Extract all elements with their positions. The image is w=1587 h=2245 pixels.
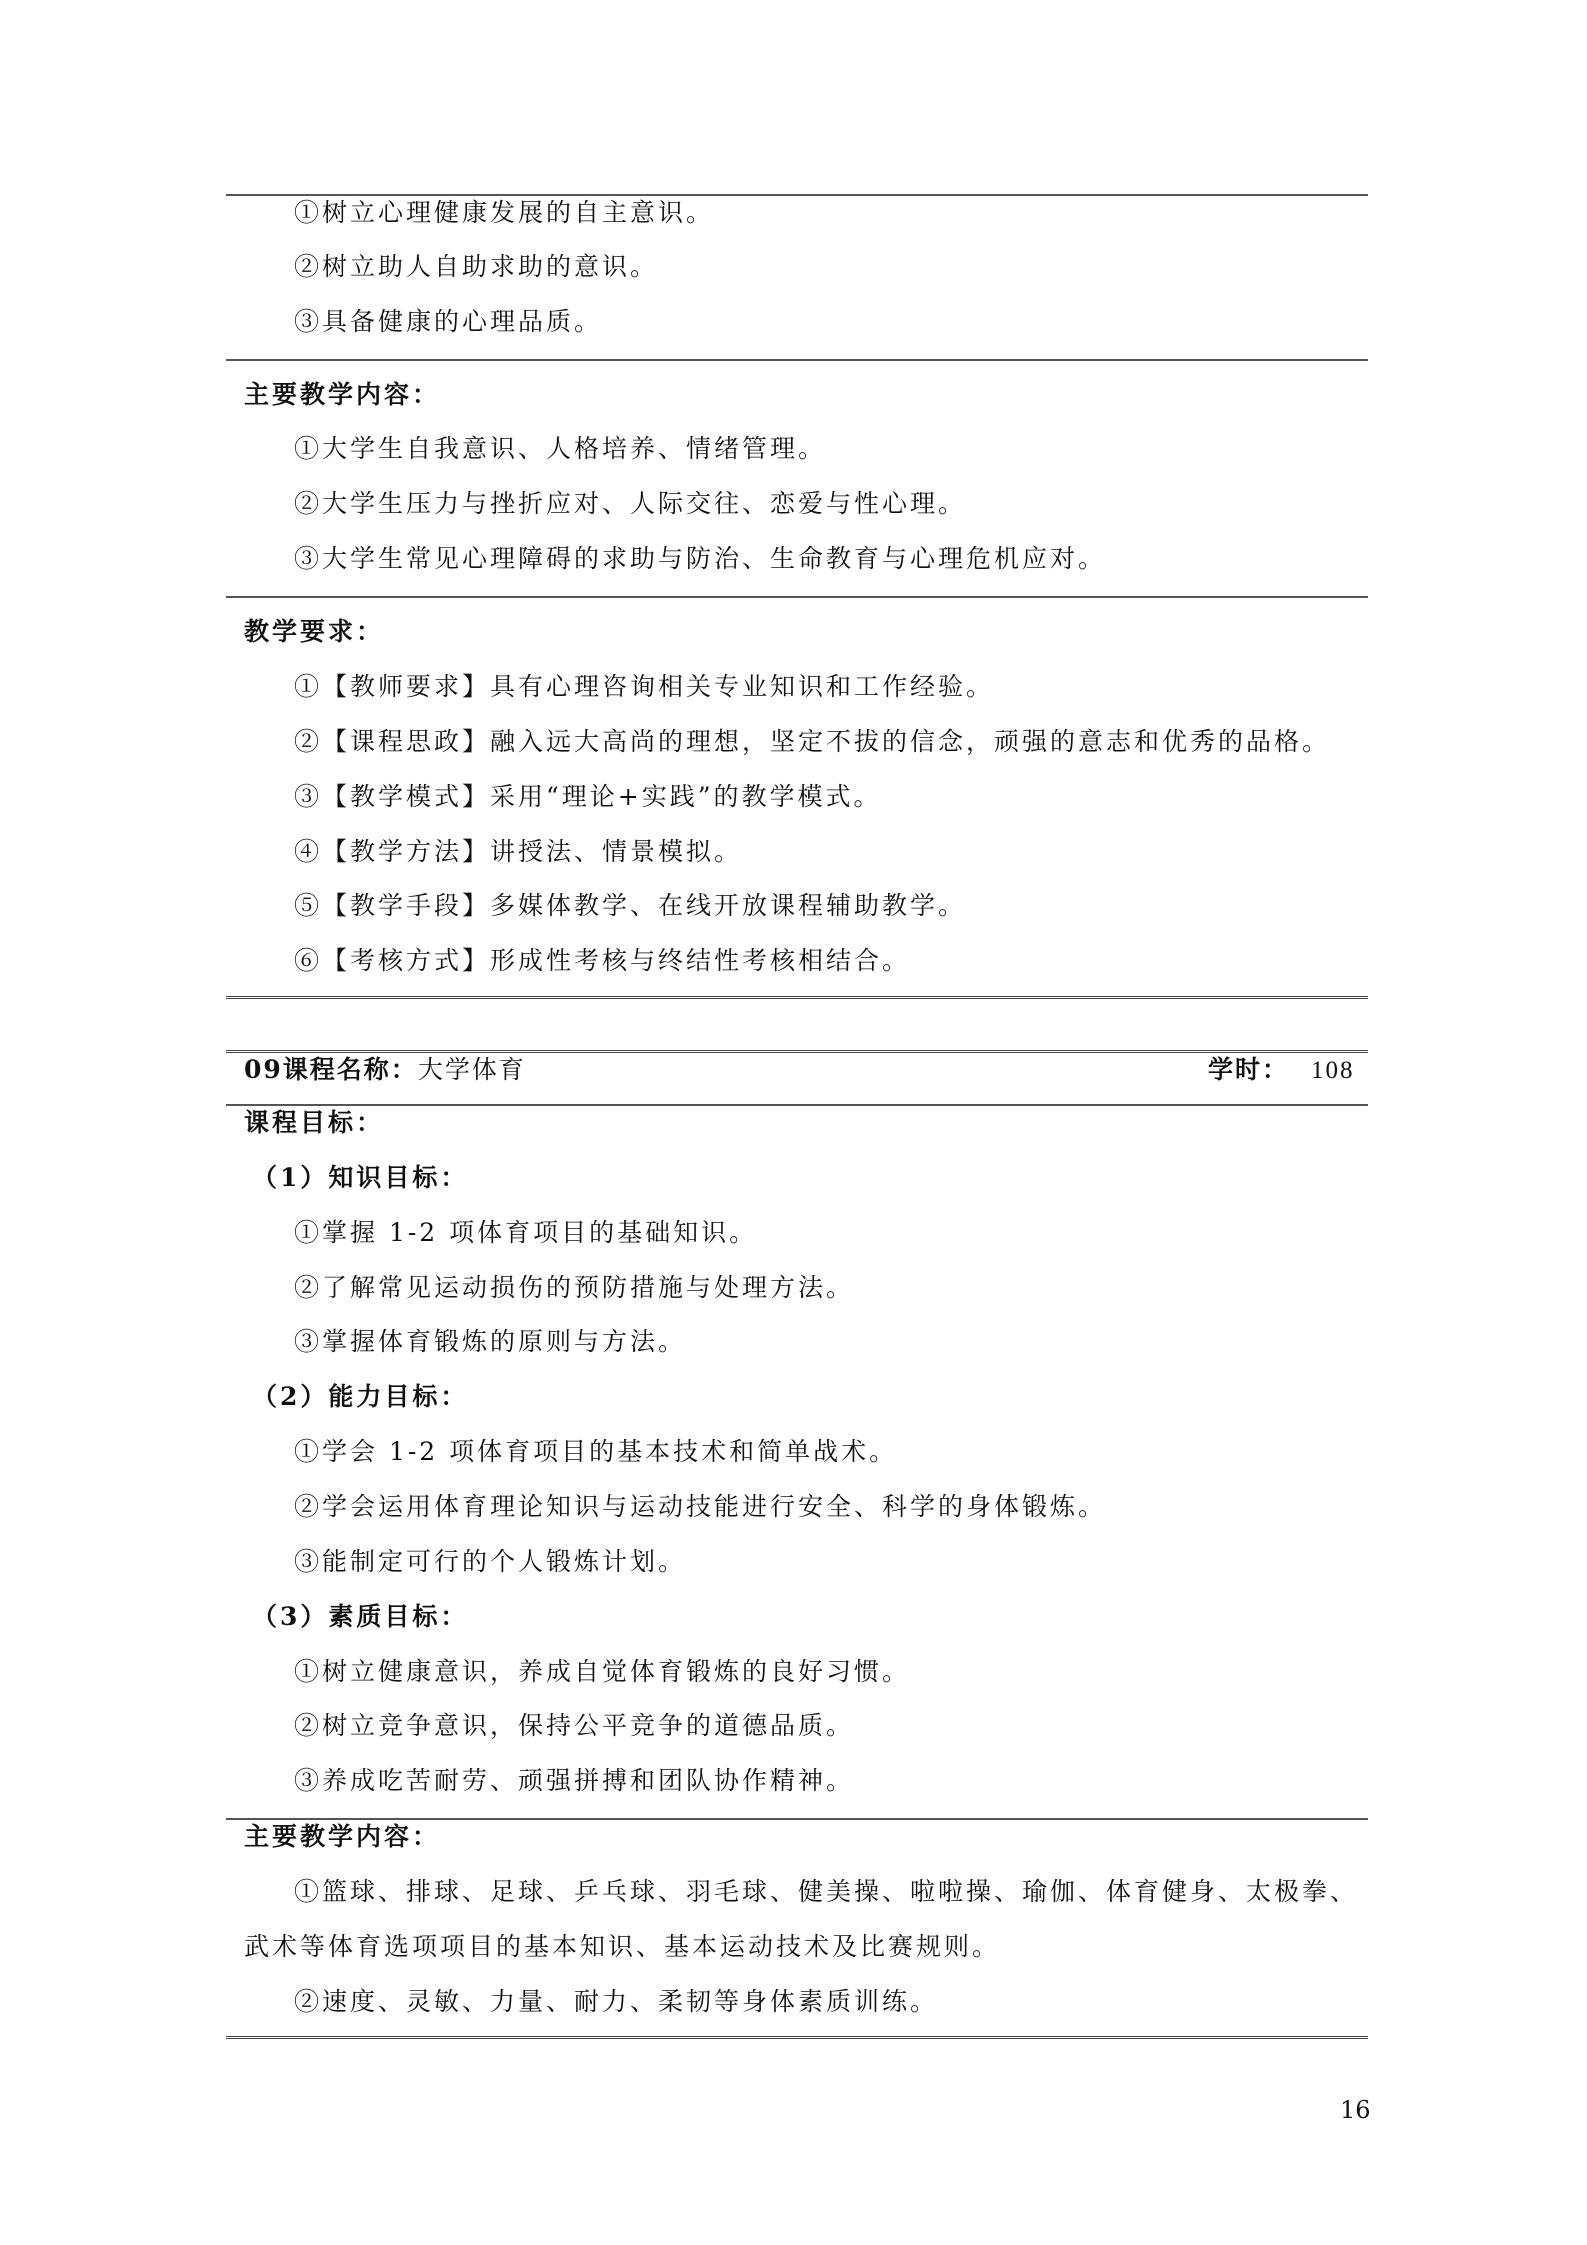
table-rule [226,359,1368,361]
table-rule [226,1104,1368,1106]
ability-heading: （2）能力目标： [252,1382,469,1411]
requirements-heading: 教学要求： [244,617,385,646]
course-content-p1-line2: 武术等体育选项项目的基本知识、基本运动技术及比赛规则。 [244,1932,1001,1961]
ability-item-3: ③能制定可行的个人锻炼计划。 [294,1547,687,1576]
course-content-p1-line1: ①篮球、排球、足球、乒乓球、羽毛球、健美操、啦啦操、瑜伽、体育健身、太极拳、 [294,1877,1359,1906]
course-name: 大学体育 [417,1055,526,1084]
content-heading: 主要教学内容： [244,380,441,409]
content-item-1: ①大学生自我意识、人格培养、情绪管理。 [294,434,827,463]
content-item-3: ③大学生常见心理障碍的求助与防治、生命教育与心理危机应对。 [294,544,1107,573]
req-item-6: ⑥【考核方式】形成性考核与终结性考核相结合。 [294,946,911,975]
knowledge-heading: （1）知识目标： [252,1163,469,1192]
quality-item-1: ①树立心理健康发展的自主意识。 [294,198,715,227]
table-bottom-rule [226,996,1368,999]
req-item-4: ④【教学方法】讲授法、情景模拟。 [294,837,743,866]
course-number: 09 [244,1055,283,1084]
hours-value: 108 [1311,1057,1355,1084]
hours-label: 学时： [1208,1055,1290,1084]
goal-heading: 课程目标： [244,1108,385,1137]
quality-heading: （3）素质目标： [252,1602,469,1631]
content-item-2: ②大学生压力与挫折应对、人际交往、恋爱与性心理。 [294,489,967,518]
req-item-5: ⑤【教学手段】多媒体教学、在线开放课程辅助教学。 [294,891,967,920]
knowledge-item-3: ③掌握体育锻炼的原则与方法。 [294,1327,687,1356]
course-content-p2: ②速度、灵敏、力量、耐力、柔韧等身体素质训练。 [294,1987,939,2016]
req-item-3: ③【教学模式】采用“理论+实践”的教学模式。 [294,782,882,811]
course-content-heading: 主要教学内容： [244,1822,441,1851]
course-header [244,1053,526,1087]
table-bottom-rule [226,2036,1368,2039]
course-quality-item-1: ①树立健康意识，养成自觉体育锻炼的良好习惯。 [294,1657,911,1686]
course-hours [1208,1053,1355,1088]
course-quality-item-3: ③养成吃苦耐劳、顽强拼搏和团队协作精神。 [294,1766,855,1795]
table-rule [226,596,1368,598]
knowledge-item-1: ①掌握 1-2 项体育项目的基础知识。 [294,1218,758,1247]
quality-item-2: ②树立助人自助求助的意识。 [294,252,659,281]
req-item-2: ②【课程思政】融入远大高尚的理想，坚定不拔的信念，顽强的意志和优秀的品格。 [294,727,1331,756]
knowledge-item-2: ②了解常见运动损伤的预防措施与处理方法。 [294,1273,855,1302]
quality-item-3: ③具备健康的心理品质。 [294,307,603,336]
req-item-1: ①【教师要求】具有心理咨询相关专业知识和工作经验。 [294,672,995,701]
course-quality-item-2: ②树立竞争意识，保持公平竞争的道德品质。 [294,1711,855,1740]
course-name-label: 课程名称： [282,1055,418,1084]
ability-item-1: ①学会 1-2 项体育项目的基本技术和简单战术。 [294,1437,898,1466]
page-number: 16 [1340,2096,1371,2124]
ability-item-2: ②学会运用体育理论知识与运动技能进行安全、科学的身体锻炼。 [294,1492,1107,1521]
